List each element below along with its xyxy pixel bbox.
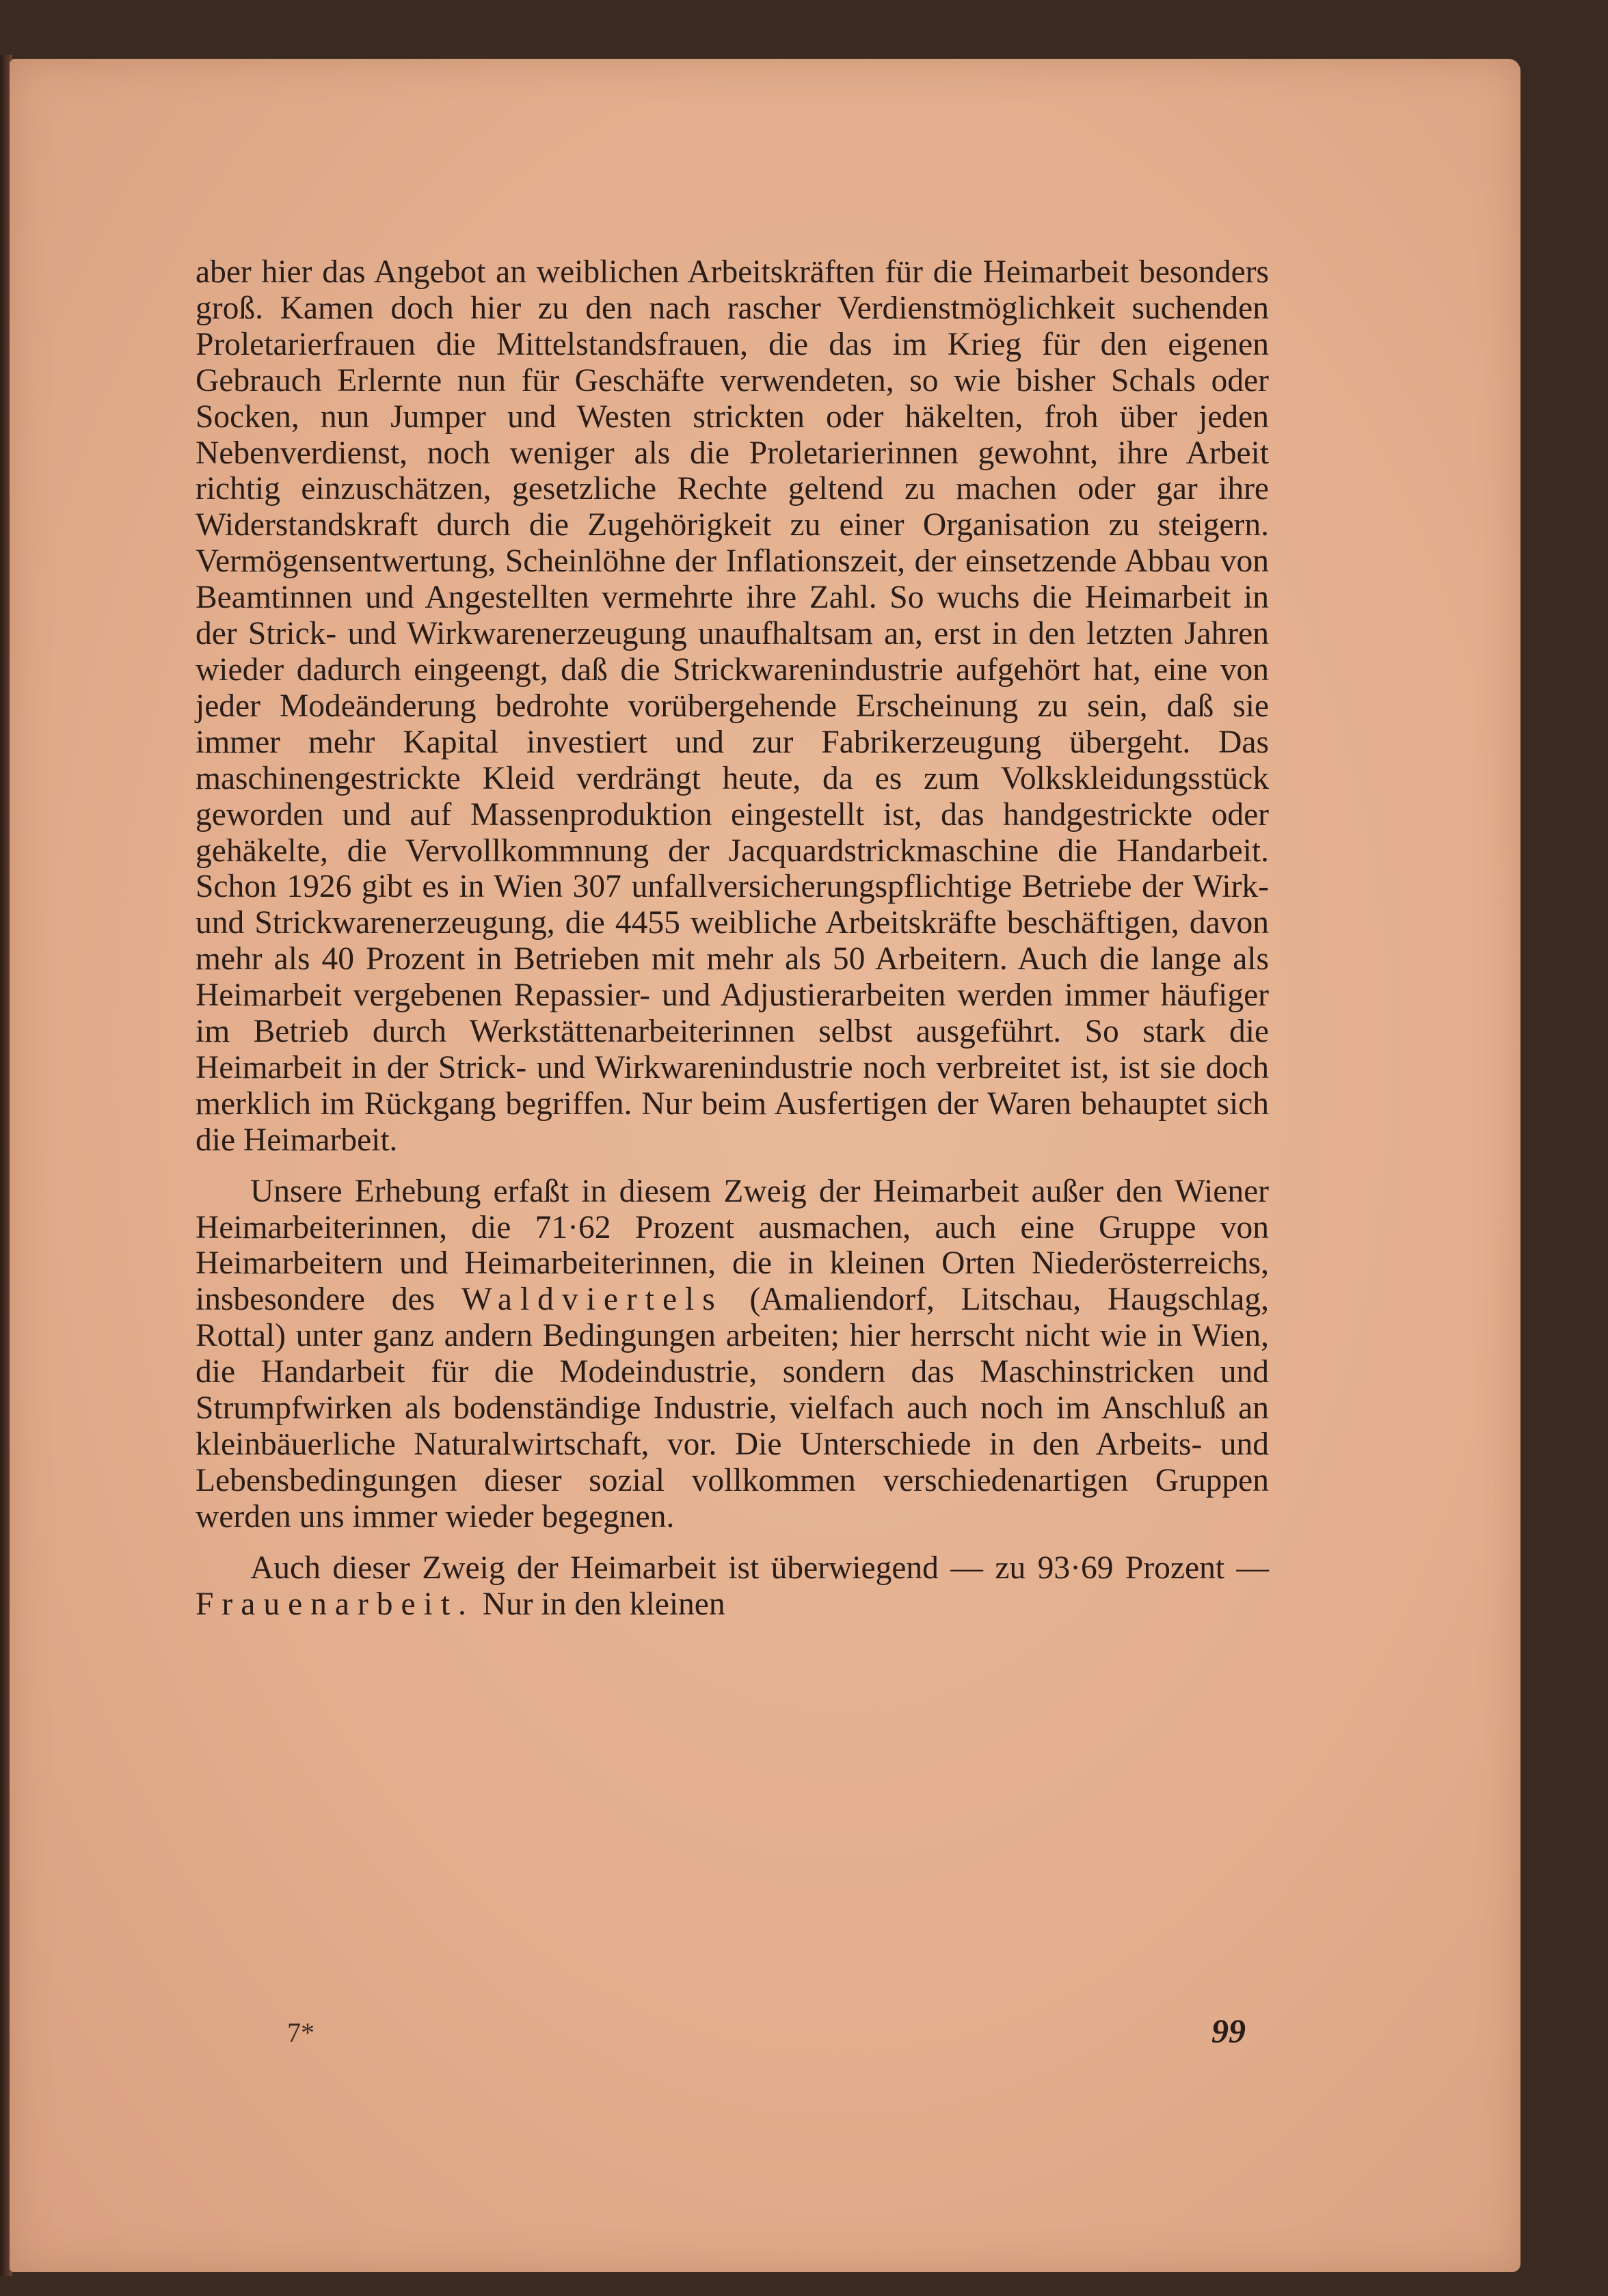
paragraph-3 [196, 1550, 1269, 1623]
printer-signature-mark: 7* [287, 2017, 314, 2048]
paragraph-2-end: (Amaliendorf, Litschau, Haugschlag, Rottal) unter ganz andern Bedingungen arbeiten; hier herrscht nicht wie in Wien, die Handarbeit für die Modeindustrie, sondern das Maschinstricken und Strumpfwirken als bodenständige Industrie, vielfach auch noch im Anschluß an kleinbäuerliche Naturalwirtschaft, vor. Die Unterschiede in den Arbeits- und Lebensbedingungen dieser sozial vollkommen verschiedenartigen Gruppen werden uns immer wieder begegnen. [196, 1282, 1269, 1535]
paragraph-2-start: Unsere Erhebung erfaßt in diesem Zweig der Heimarbeit außer den Wiener Heimarbeiterinnen, die 71·62 Prozent ausmachen, auch eine Gruppe von Heimarbeitern und Heimarbeiterinnen, die in kleinen Orten Niederösterreichs, insbesondere des [196, 1173, 1269, 1318]
spaced-term-frauenarbeit: Frauenarbeit. [196, 1586, 474, 1622]
paragraph-2 [196, 1174, 1269, 1535]
paragraph-1: aber hier das Angebot an weiblichen Arbeitskräften für die Heimarbeit besonders groß. Kamen doch hier zu den nach rascher Verdienstmöglichkeit suchenden Proletarierfrauen die Mittelstandsfrauen, die das im Krieg für den eigenen Gebrauch Erlernte nun für Geschäfte verwendeten, so wie bisher Schals oder Socken, nun Jumper und Westen strickten oder häkelten, froh über jeden Nebenverdienst, noch weniger als die Proletarierinnen gewohnt, ihre Arbeit richtig einzuschätzen, gesetzliche Rechte geltend zu machen oder gar ihre Widerstandskraft durch die Zugehörigkeit zu einer Organisation zu steigern. Vermögensentwertung, Scheinlöhne der Inflationszeit, der einsetzende Abbau von Beamtinnen und Angestellten vermehrte ihre Zahl. So wuchs die Heimarbeit in der Strick- und Wirkwarenerzeugung unaufhaltsam an, erst in den letzten Jahren wieder dadurch eingeengt, daß die Strickwarenindustrie aufgehört hat, eine von jeder Modeänderung bedrohte vorübergehende Erscheinung zu sein, daß sie immer mehr Kapital investiert und zur Fabrikerzeugung übergeht. Das maschinengestrickte Kleid verdrängt heute, da es zum Volkskleidungsstück geworden und auf Massenproduktion eingestellt ist, das handgestrickte oder gehäkelte, die Vervollkommnung der Jacquardstrickmaschine die Handarbeit. Schon 1926 gibt es in Wien 307 unfallversicherungspflichtige Betriebe der Wirk- und Strickwarenerzeugung, die 4455 weibliche Arbeitskräfte beschäftigen, davon mehr als 40 Prozent in Betrieben mit mehr als 50 Arbeitern. Auch die lange als Heimarbeit vergebenen Repassier- und Adjustierarbeiten werden immer häufiger im Betrieb durch Werkstättenarbeiterinnen selbst ausgeführt. So stark die Heimarbeit in der Strick- und Wirkwarenindustrie noch verbreitet ist, ist sie doch merklich im Rückgang begriffen. Nur beim Ausfertigen der Waren behauptet sich die Heimarbeit. [196, 254, 1269, 1158]
spaced-term-waldviertels: Waldviertels [461, 1282, 723, 1318]
page-body-text [196, 254, 1269, 1623]
paragraph-3-start: Auch dieser Zweig der Heimarbeit ist überwiegend — zu 93·69 Prozent — [250, 1550, 1269, 1586]
paragraph-3-end: Nur in den kleinen [482, 1586, 725, 1622]
page-number: 99 [1211, 2012, 1246, 2050]
